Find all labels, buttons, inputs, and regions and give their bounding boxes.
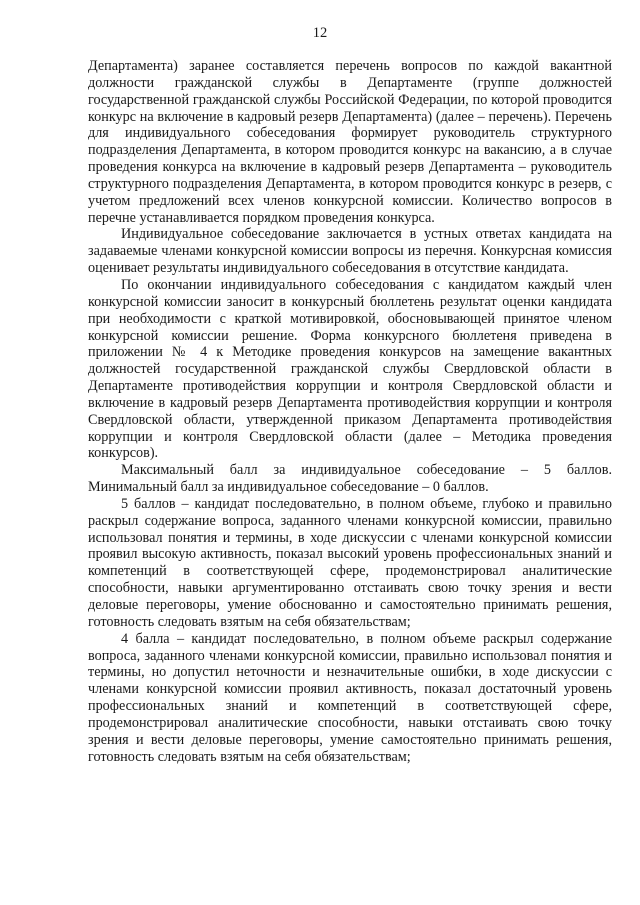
- document-body: [88, 58, 612, 765]
- paragraph-interview-description: Индивидуальное собеседование заключается в устных ответах кандидата на задаваемые членами конкурсной комиссии вопросы из перечня. Конкурсная комиссия оценивает результаты индивидуального собеседования в отсутствие кандидата.: [88, 226, 612, 277]
- paragraph-score-5: 5 баллов – кандидат последовательно, в полном объеме, глубоко и правильно раскрыл содержание вопроса, заданного членами конкурсной комиссии, правильно использовал понятия и термины, в ходе дискуссии с членами конкурсной комиссии проявил высокую активность, показал высокий уровень профессиональных знаний и компетенций в соответствующей сфере, продемонстрировал аналитические способности, навыки аргументированно отстаивать свою точку зрения и вести деловые переговоры, умение обоснованно и самостоятельно принимать решения, готовность следовать взятым на себя обязательствам;: [88, 495, 612, 630]
- paragraph-score-4: 4 балла – кандидат последовательно, в полном объеме раскрыл содержание вопроса, заданного членами конкурсной комиссии, правильно использовал понятия и термины, но допустил неточности и незначительные ошибки, в ходе дискуссии с членами конкурсной комиссии проявил активность, показал достаточный уровень профессиональных знаний и компетенций в соответствующей сфере, продемонстрировал аналитические способности, навыки отстаивать свою точку зрения и вести деловые переговоры, умение самостоятельно принимать решения, готовность следовать взятым на себя обязательствам;: [88, 630, 612, 765]
- page-number: 12: [312, 25, 328, 41]
- paragraph-score-range: Максимальный балл за индивидуальное собеседование – 5 баллов. Минимальный балл за индивидуальное собеседование – 0 баллов.: [88, 462, 612, 496]
- paragraph-question-list: Департамента) заранее составляется перечень вопросов по каждой вакантной должности гражданской службы в Департаменте (группе должностей государственной гражданской службы Российской Федерации, по которой проводится конкурс на включение в кадровый резерв Департамента) (далее – перечень). Перечень для индивидуального собеседования формирует руководитель структурного подразделения Департамента, в котором проводится конкурс на вакансию, а в случае проведения конкурса на включение в кадровый резерв Департамента – руководитель структурного подразделения Департамента, в котором проводится конкурс в резерв, с учетом предложений всех членов конкурсной комиссии. Количество вопросов в перечне устанавливается порядком проведения конкурса.: [88, 58, 612, 226]
- paragraph-ballot: По окончании индивидуального собеседования с кандидатом каждый член конкурсной комиссии заносит в конкурсный бюллетень результат оценки кандидата при необходимости с краткой мотивировкой, обосновывающей принятое членом конкурсной комиссии решение. Форма конкурсного бюллетеня приведена в приложении № 4 к Методике проведения конкурсов на замещение вакантных должностей государственной гражданской службы Свердловской области в Департаменте противодействия коррупции и контроля Свердловской области и включение в кадровый резерв Департамента противодействия коррупции и контроля Свердловской области, утвержденной приказом Департамента противодействия коррупции и контроля Свердловской области (далее – Методика проведения конкурсов).: [88, 276, 612, 462]
